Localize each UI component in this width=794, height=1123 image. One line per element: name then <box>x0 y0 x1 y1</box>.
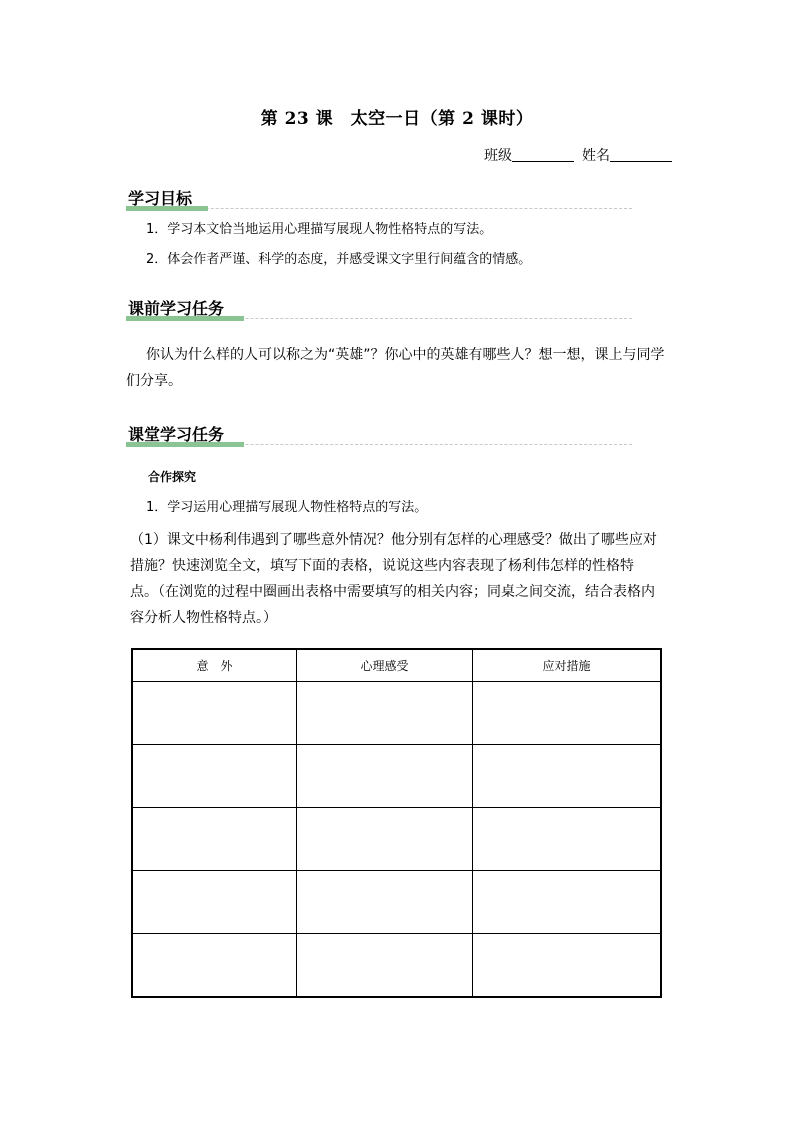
table-cell <box>132 682 297 745</box>
table-cell <box>473 934 662 998</box>
table-cell <box>132 871 297 934</box>
column-header-response: 应对措施 <box>473 649 662 682</box>
inquiry-item-1: 1．学习运用心理描写展现人物性格特点的写法。 <box>146 500 428 515</box>
table-cell <box>473 745 662 808</box>
table-row <box>132 745 661 808</box>
section-header-goals <box>126 186 632 216</box>
table-cell <box>473 808 662 871</box>
table-cell <box>297 808 473 871</box>
table-row <box>132 808 661 871</box>
class-label: 班级 <box>484 148 512 164</box>
table-header-row <box>132 649 661 682</box>
table-cell <box>297 682 473 745</box>
pre-class-text: 你认为什么样的人可以称之为“英雄”？你心中的英雄有哪些人？想一想，课上与同学们分享。 <box>126 347 665 389</box>
table-cell <box>473 682 662 745</box>
table-cell <box>132 934 297 998</box>
section-header-in-class <box>126 422 632 452</box>
section-heading-pre-class: 课前学习任务 <box>128 299 225 318</box>
table-cell <box>132 745 297 808</box>
table-cell <box>132 808 297 871</box>
table-cell <box>297 934 473 998</box>
class-blank <box>512 147 574 162</box>
table-row <box>132 934 661 998</box>
page-title: 第 23 课 太空一日（第 2 课时） <box>260 109 534 129</box>
section-header-pre-class <box>126 296 632 326</box>
cooperative-inquiry-heading: 合作探究 <box>148 470 197 484</box>
table-row <box>132 682 661 745</box>
section-heading-in-class: 课堂学习任务 <box>128 425 225 444</box>
table-cell <box>297 871 473 934</box>
student-info-line <box>484 145 672 165</box>
table-row <box>132 871 661 934</box>
table-cell <box>297 745 473 808</box>
table-cell <box>473 871 662 934</box>
column-header-feeling: 心理感受 <box>297 649 473 682</box>
section-heading-goals: 学习目标 <box>128 189 193 208</box>
goal-item-2: 2．体会作者严谨、科学的态度，并感受课文字里行间蕴含的情感。 <box>146 252 532 267</box>
fill-in-table <box>131 648 662 998</box>
column-header-accident: 意 外 <box>132 649 297 682</box>
name-label: 姓名 <box>582 148 610 164</box>
inquiry-question: （1）课文中杨利伟遇到了哪些意外情况？他分别有怎样的心理感受？做出了哪些应对措施？快速浏览全文，填写下面的表格，说说这些内容表现了杨利伟怎样的性格特点。（在浏览的过程中圈画出表格中需要填写的相关内容；同桌之间交流，结合表格内容分析人物性格特点。） <box>130 532 657 626</box>
name-blank <box>610 147 672 162</box>
goal-item-1: 1．学习本文恰当地运用心理描写展现人物性格特点的写法。 <box>146 222 493 237</box>
